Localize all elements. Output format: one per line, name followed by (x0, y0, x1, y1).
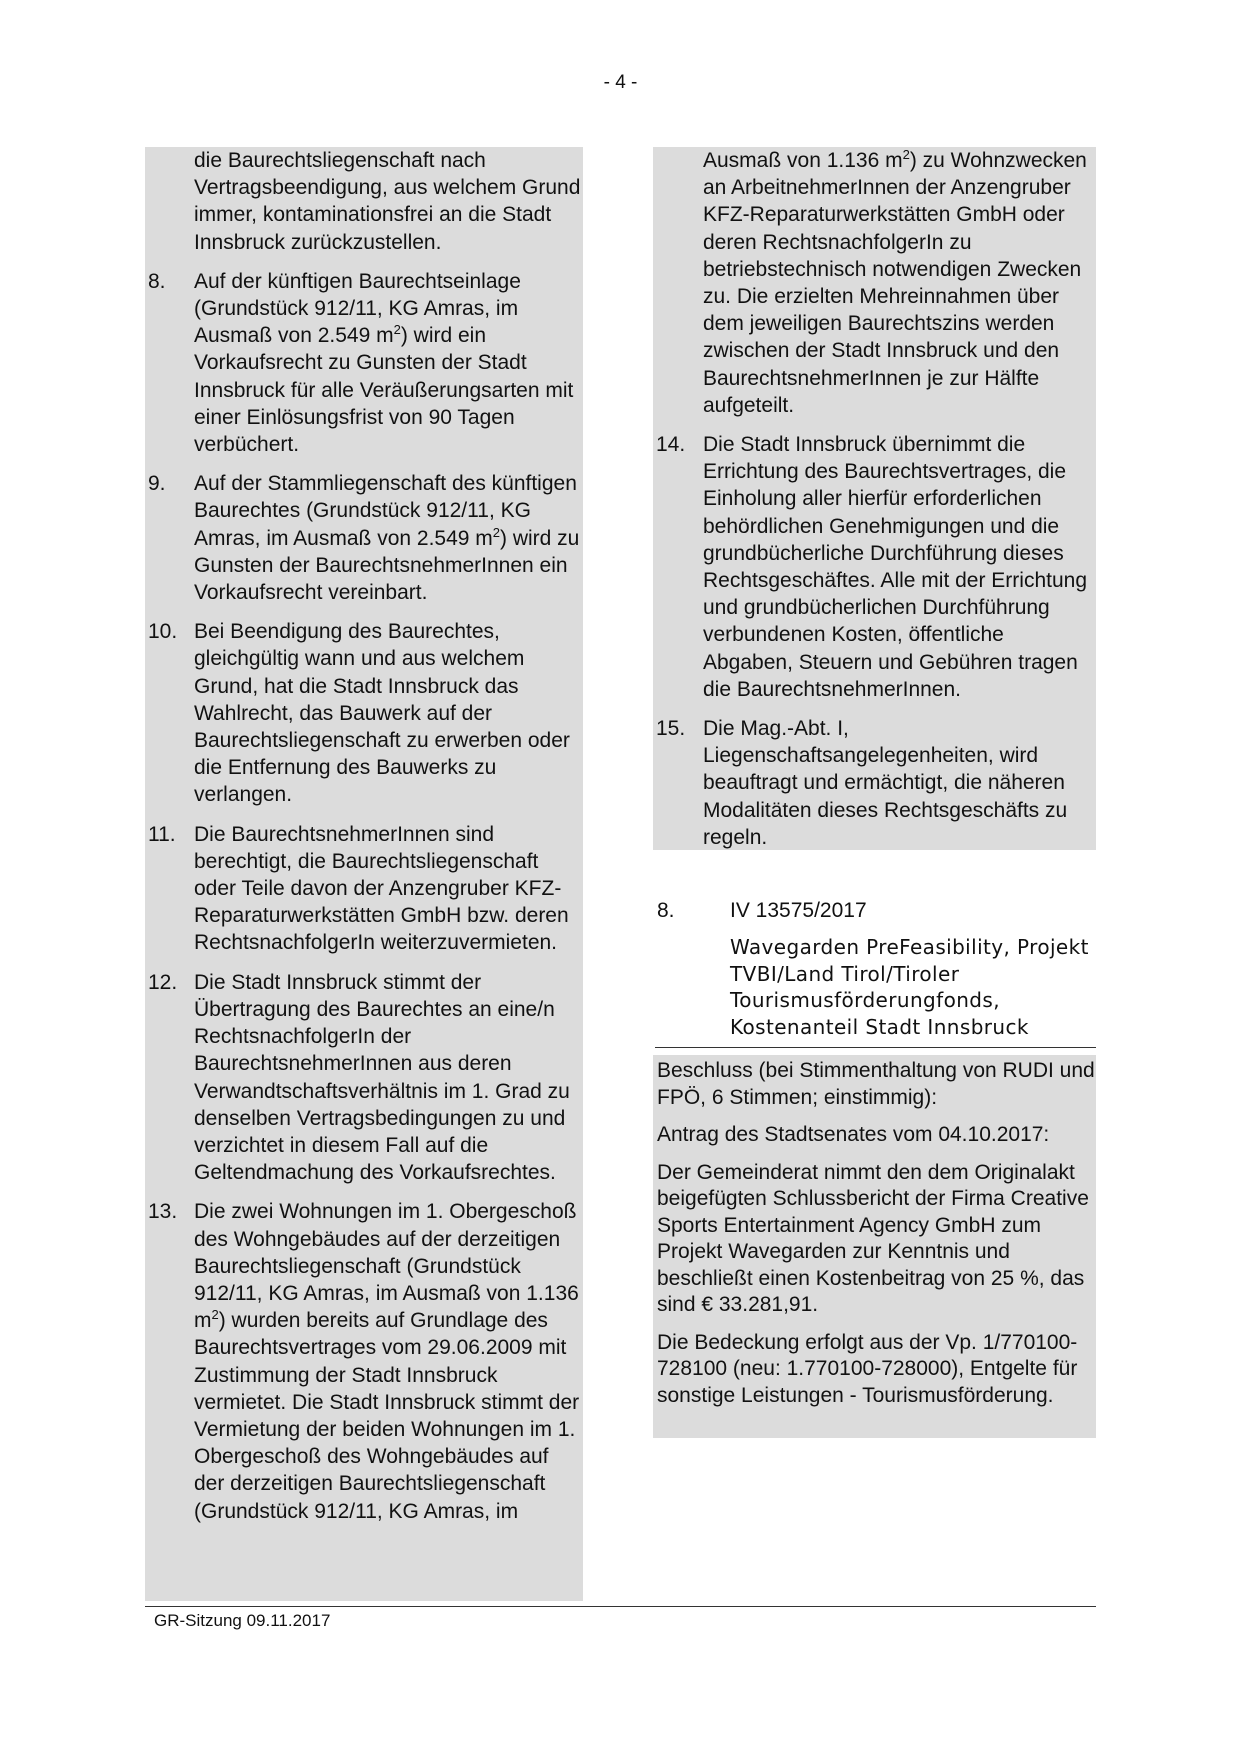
resolution-motion: Antrag des Stadtsenates vom 04.10.2017: (657, 1123, 1050, 1146)
list-item-14 (653, 431, 1096, 703)
resolution-coverage: Die Bedeckung erfolgt aus der Vp. 1/770100-728100 (neu: 1.770100-728000), Entgelte für sonstige Leistungen - Tourismusförderung. (657, 1330, 1078, 1407)
item-text: Bei Beendigung des Baurechtes, gleichgültig wann und aus welchem Grund, hat die Stadt Innsbruck das Wahlrecht, das Bauwerk auf der Baurechtsliegenschaft zu erwerben oder die Entfernung des Bauwerks zu verlangen. (194, 620, 570, 807)
item-number: 15. (656, 717, 686, 741)
resolution-body: Der Gemeinderat nimmt den dem Originalakt beigefügten Schlussbericht der Firma Creative Sports Entertainment Agency GmbH zum Projekt Wavegarden zur Kenntnis und beschließt einen Kostenbeitrag von 25 %, das sind € 33.281,91. (657, 1160, 1089, 1316)
list-item-13 (145, 1198, 583, 1524)
list-item-10 (145, 618, 583, 808)
item-text: Die Stadt Innsbruck übernimmt die Errichtung des Baurechtsvertrages, die Einholung aller hierfür erforderlichen behördlichen Genehmigungen und die grundbücherliche Durchführung dieses Rechtsgeschäftes. Alle mit der Errichtung und grundbücherlichen Durchführung verbundenen Kosten, öffentliche Abgaben, Steuern und Gebühren tragen die BaurechtsnehmerInnen. (703, 433, 1088, 701)
agenda-header (655, 897, 1096, 924)
list-item-11 (145, 821, 583, 957)
item-number: 8. (148, 269, 166, 293)
footer-text: GR-Sitzung 09.11.2017 (154, 1611, 331, 1630)
item-text: Auf der Stammliegenschaft des künftigen Baurechtes (Grundstück 912/11, KG Amras, im Ausmaß von 2.549 $m^2$) wird zu Gunsten der BaurechtsnehmerInnen ein Vorkaufsrecht vereinbart. (194, 472, 580, 605)
item-number: 12. (148, 970, 178, 994)
item-number: 10. (148, 620, 178, 644)
footer-divider (145, 1606, 1096, 1607)
list-item-9 (145, 470, 583, 606)
list-item-8 (145, 268, 583, 458)
agenda-reference: IV 13575/2017 (730, 899, 867, 922)
list-item-12 (145, 969, 583, 1187)
agenda-number: 8. (657, 899, 675, 922)
item-number: 9. (148, 472, 166, 496)
agenda-item (655, 897, 1096, 1040)
continued-paragraph: die Baurechtsliegenschaft nach Vertragsbeendigung, aus welchem Grund immer, kontaminationsfrei an die Stadt Innsbruck zurückzustellen. (194, 149, 581, 254)
resolution-vote: Beschluss (bei Stimmenthaltung von RUDI und FPÖ, 6 Stimmen; einstimmig): (657, 1059, 1095, 1109)
item-text: Die Stadt Innsbruck stimmt der Übertragung des Baurechtes an eine/n RechtsnachfolgerIn der BaurechtsnehmerInnen aus deren Verwandtschaftsverhältnis im 1. Grad zu denselben Vertragsbedingungen zu und verzichtet in diesem Fall auf die Geltendmachung des Vorkaufsrechtes. (194, 970, 570, 1185)
item-number: 14. (656, 433, 686, 457)
agenda-divider (655, 1047, 1096, 1048)
item-text: Die Mag.-Abt. I, Liegenschaftsangelegenheiten, wird beauftragt und ermächtigt, die näheren Modalitäten dieses Rechtsgeschäfts zu regeln. (703, 717, 1068, 849)
continued-paragraph: Ausmaß von 1.136 $m^2$) zu Wohnzwecken an ArbeitnehmerInnen der Anzengruber KFZ-Reparaturwerkstätten GmbH oder deren RechtsnachfolgerIn zu betriebstechnisch notwendigen Zwecken zu. Die erzielten Mehreinnahmen über dem jeweiligen Baurechtszins werden zwischen der Stadt Innsbruck und den BaurechtsnehmerInnen je zur Hälfte aufgeteilt. (703, 147, 1087, 417)
agenda-title: Wavegarden PreFeasibility, Projekt TVBI/Land Tirol/Tiroler Tourismusförderungfonds, Kostenanteil Stadt Innsbruck (730, 935, 1089, 1039)
resolution-box (653, 1055, 1096, 1438)
list-item-15 (653, 715, 1096, 851)
item-text: Die zwei Wohnungen im 1. Obergeschoß des Wohngebäudes auf der derzeitigen Baurechtsliegenschaft (Grundstück 912/11, KG Amras, im Ausmaß von 1.136 $m^2$) wurden bereits auf Grundlage des Baurechtsvertrages vom 29.06.2009 mit Zustimmung der Stadt Innsbruck vermietet. Die Stadt Innsbruck stimmt der Vermietung der beiden Wohnungen im 1. Obergeschoß des Wohngebäudes auf der derzeitigen Baurechtsliegenschaft (Grundstück 912/11, KG Amras, im (194, 1200, 580, 1523)
item-number: 11. (148, 822, 176, 846)
item-text: Die BaurechtsnehmerInnen sind berechtigt, die Baurechtsliegenschaft oder Teile davon der Anzengruber KFZ-Reparaturwerkstätten GmbH bzw. deren RechtsnachfolgerIn weiterzuvermieten. (194, 822, 569, 955)
item-number: 13. (148, 1200, 178, 1224)
left-column (145, 147, 583, 1601)
page-number: - 4 - (603, 72, 638, 93)
item-text: Auf der künftigen Baurechtseinlage (Grundstück 912/11, KG Amras, im Ausmaß von 2.549 $m^2$) wird ein Vorkaufsrecht zu Gunsten der Stadt Innsbruck für alle Veräußerungsarten mit einer Einlösungsfrist von 90 Tagen verbüchert. (194, 269, 574, 457)
right-column-top (653, 147, 1096, 850)
